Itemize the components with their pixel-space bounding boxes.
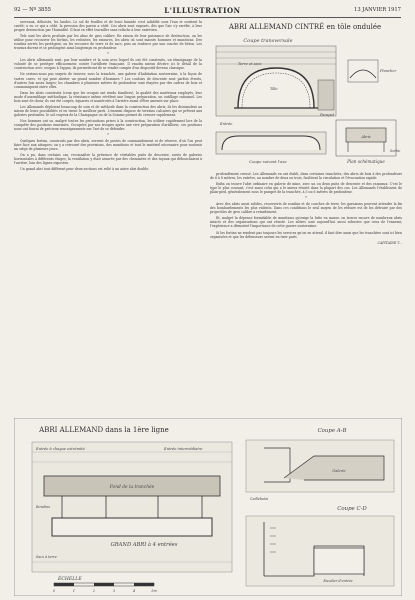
section-title: Coupe transversale: [243, 38, 293, 44]
scale-mark: 2: [92, 589, 96, 593]
coupe-cd-label: Coupe C-D: [337, 506, 367, 512]
paragraph: Nos hommes ont su, malgré toutes les précautions prises à la construction, les utiliser rapidement lors de la conquête des positions ennemies. Occupées par nos troupes après une vive préparation d'artillerie, ces positions nous ont fourni de précieux renseignements sur l'art de se défendre.: [14, 118, 202, 132]
left-text-column: [14, 20, 202, 415]
label: Galerie: [332, 469, 346, 473]
paragraph: Et, malgré la dépense formidable de munitions qu'exige la lutte en masse, on trouve encore de nombreux abris intacts et des organisations qui ont résisté. Les nôtres sont aujourd'hui aussi robustes que ceux de l'ennemi; l'expérience a démontré l'importance de cette guerre souterraine.: [210, 216, 402, 229]
paragraph: Un grand abri tout différent pour deux sections est relié à un autre abri double.: [20, 167, 150, 172]
scale-mark: 0: [52, 589, 56, 593]
publication-title: L'ILLUSTRATION: [164, 5, 241, 15]
scale-mark: 5m: [151, 589, 157, 593]
label: Parapet: [320, 113, 335, 117]
label: Tôle: [270, 87, 278, 91]
label: Sortie: [390, 149, 401, 153]
label: Entrée: [220, 122, 233, 126]
paragraph: Avec des abris aussi solides, recouverts de rondins et de couches de terre, les garnisons peuvent attendre la fin des bombardements les plus violents. Dans ces conditions le seul moyen de les réduire est de les détruire par des projectiles de gros calibre à retardement.: [210, 202, 402, 215]
paragraph: Les Allemands déploient beaucoup de soin et de méthode dans la construction des abris; ils les dissimulent au mieux de leurs possibilités et en tirent le meilleur parti. L'ennemi dispose de terrains calcaires qui se prêtent aux galeries profondes, le sol crayeux de la Champagne ou de la Somme permet de creuser rapidement.: [14, 104, 202, 117]
author-signature: CAPITAINE T...: [377, 240, 402, 245]
paragraph: profondément creusé. Les Allemands en ont établi, dans certaines tranchées, des abris de bois à des profondeurs de 6 à 8 mètres; les entrées, au nombre de deux ou trois, facilitent la circulation et l'évacuation rapide.: [210, 172, 402, 181]
paragraph: Dans les abris construits (ceux que les croquis ont rendu familiers), la qualité des matériaux employés, leur mode d'assemblage méthodique, la résistance même révèlent une longue préparation, un outillage rationnel. Les bois sont de choix; ils ont été coupés, équarris et numérotés à l'arrière avant d'être amenés sur place.: [14, 90, 202, 103]
paragraph: On a pu, dans certains cas, reconnaître la présence de véritables puits de descente, suivis de galeries horizontales à différents étages; la ventilation y était assurée par des cheminées et des tuyaux qui débouchaient à l'arrière, loin des lignes exposées.: [14, 153, 202, 166]
scale-mark: 4: [132, 589, 136, 593]
label: Coupe suivant l'axe: [249, 159, 287, 164]
paragraph: Quelques fortins, construits par des abris, servent de postes de commandement et de réserve, d'où l'on peut faire face aux attaques; on y a retrouvé des provisions, des munitions et tout le matériel nécessaire pour soutenir un siège de plusieurs jours.: [14, 139, 202, 152]
paragraph: Enfin on trouve l'abri ordinaire en galerie de mine, avec un ou deux puits de descente et des rameaux. C'est le type le plus courant; c'est aussi celui qui a le mieux résisté dans la plupart des cas. Les Allemands l'établissent de plain-pied, généralement sous le parapet de la tranchée, à 5 ou 6 mètres de profondeur.: [210, 182, 402, 195]
page-header: [14, 4, 401, 16]
figure-premiere-ligne: [14, 418, 402, 596]
figure-title: ABRI ALLEMAND CINTRÉ en tôle ondulée: [228, 23, 382, 31]
page-number: 92 — Nº 3855: [14, 7, 51, 13]
label: Terre et sacs: [238, 62, 262, 66]
paragraph: Si les fortins ne rendent pas toujours les services qu'on en attend, il faut dire aussi que les tranchées sont ici bien organisées et que les défenseurs savent en tirer parti.: [210, 230, 402, 239]
issue-date: 13 JANVIER 1917: [354, 7, 401, 13]
trench-floor-label: Fond de la tranchée: [109, 485, 155, 490]
section-separator: *: [107, 51, 109, 57]
section-separator: *: [305, 195, 307, 201]
paragraph: serveaux, déboisés, les landes. Le sol de feuilles et de boue humide s'est solidifié sous l'eau et soutient la cavité; a eu ce qui a cédé, la pression des parois a cédé. Ces abris sont exposés, dès que l'air s'y raréfie, à leur propre destruction par l'humidité. Il faut en effet travailler sans relâche à leur entretien.: [14, 20, 202, 33]
label: Entrée intermédiaire: [164, 447, 203, 451]
right-text-column: [210, 172, 402, 367]
grand-abri-label: GRAND ABRI à 4 entrées: [110, 542, 178, 548]
label: Escalier d'entrée: [323, 579, 353, 583]
scale-label: ÉCHELLE: [58, 577, 82, 582]
figure-title: ABRI ALLEMAND dans la 1ère ligne: [39, 426, 169, 434]
figure-cintre: [208, 20, 403, 170]
label: Sacs à terre: [36, 555, 57, 559]
scale-mark: 3: [112, 589, 116, 593]
header-rule: [14, 17, 401, 18]
scale-mark: 1: [72, 589, 76, 593]
paragraph: Tels sont les abris produits par les abus de gros calibre. En raison de leur puissance de destruction, on les utilise pour recouvrir les fortins, les redoutes, les rainures, les abris où sont massés hommes et munitions. Des rondins serrés les protègent; on les recouvre de terre et de sacs, puis on renforce par une couche de béton. Les travaux durent et se prolongent ainsi longtemps en profondeur.: [14, 34, 202, 51]
label: Rondins: [36, 505, 50, 509]
section-separator: *: [107, 132, 109, 138]
label: Plancher: [380, 69, 397, 73]
plan-label: Plan schématique: [347, 159, 385, 164]
paragraph: Les abris allemands sont, par leur nombre et la soin avec lequel ils ont été construits, un témoignage de la volonté de se protéger efficacement contre l'artillerie française. Il vaudra mieux décrire ici le détail de la construction avec croquis à l'appui, ils permettront de se rendre compte d'un dispositif devenu classique.: [14, 58, 202, 71]
paragraph: Ne serions-nous pas surpris de trouver, sous la tranchée, une galerie d'habitation souterraine, à la façon de vastes caves, et qui peut abriter un grand nombre d'hommes ? Les couloirs de descente sont parfois étroits, d'autres fois assez larges; les chambres à plusieurs mètres de profondeur sont étayées par des cadres de bois et communiquent entre elles.: [14, 72, 202, 89]
coupe-ab-label: Coupe A-B: [317, 428, 347, 434]
label: Abris: [361, 135, 371, 139]
label: Caillebotis: [250, 497, 269, 501]
label: Entrée à chaque extrémité: [36, 447, 85, 451]
